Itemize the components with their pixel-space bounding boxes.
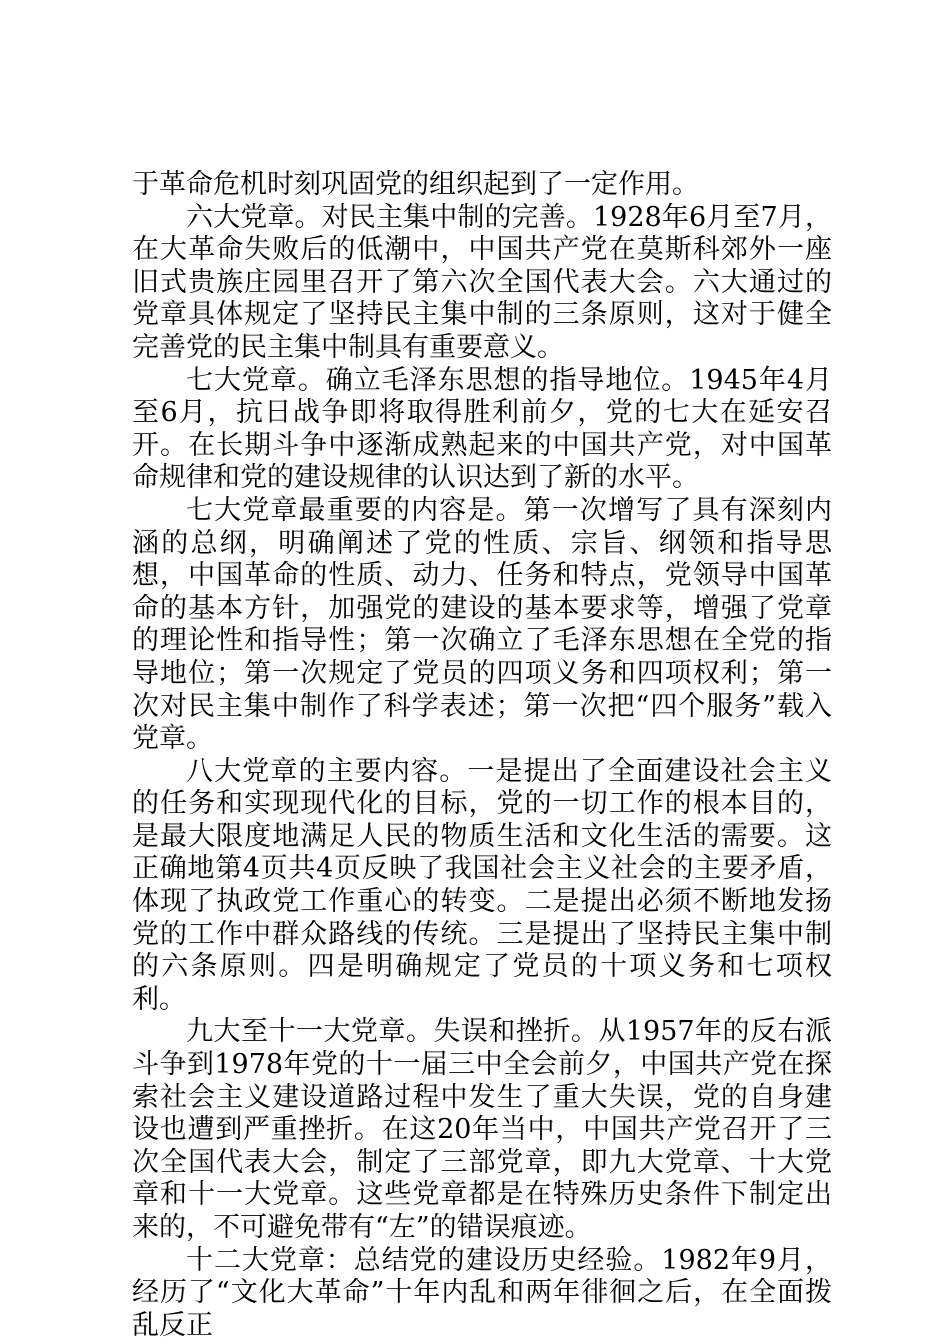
document-page: [132, 169, 832, 1342]
paragraph-4: 七大党章最重要的内容是。第一次增写了具有深刻内涵的总纲，明确阐述了党的性质、宗旨、纲领和指导思想，中国革命的性质、动力、任务和特点，党领导中国革命的基本方针，加强党的建设的基本要求等，增强了党章的理论性和指导性；第一次确立了毛泽东思想在全党的指导地位；第一次规定了党员的四项义务和四项权利；第一次对民主集中制作了科学表述；第一次把“四个服务”载入党章。: [132, 494, 832, 755]
paragraph-1: 于革命危机时刻巩固党的组织起到了一定作用。: [132, 169, 699, 200]
paragraph-5: 八大党章的主要内容。一是提出了全面建设社会主义的任务和实现现代化的目标，党的一切工作的根本目的，是最大限度地满足人民的物质生活和文化生活的需要。这正确地第4页共4页反映了我国社会主义社会的主要矛盾，体现了执政党工作重心的转变。二是提出必须不断地发扬党的工作中群众路线的传统。三是提出了坚持民主集中制的六条原则。四是明确规定了党员的十项义务和七项权利。: [132, 755, 832, 1015]
paragraph-3: 七大党章。确立毛泽东思想的指导地位。1945年4月至6月，抗日战争即将取得胜利前夕，党的七大在延安召开。在长期斗争中逐渐成熟起来的中国共产党，对中国革命规律和党的建设规律的认识达到了新的水平。: [132, 364, 832, 494]
paragraph-7: 十二大党章：总结党的建设历史经验。1982年9月，经历了“文化大革命”十年内乱和两年徘徊之后，在全面拨乱反正: [132, 1244, 832, 1341]
paragraph-2: 六大党章。对民主集中制的完善。1928年6月至7月，在大革命失败后的低潮中，中国共产党在莫斯科郊外一座旧式贵族庄园里召开了第六次全国代表大会。六大通过的党章具体规定了坚持民主集中制的三条原则，这对于健全完善党的民主集中制具有重要意义。: [132, 201, 832, 363]
paragraph-6: 九大至十一大党章。失误和挫折。从1957年的反右派斗争到1978年党的十一届三中全会前夕，中国共产党在探索社会主义建设道路过程中发生了重大失误，党的自身建设也遭到严重挫折。在这20年当中，中国共产党召开了三次全国代表大会，制定了三部党章，即九大党章、十大党章和十一大党章。这些党章都是在特殊历史条件下制定出来的，不可避免带有“左”的错误痕迹。: [132, 1016, 832, 1243]
